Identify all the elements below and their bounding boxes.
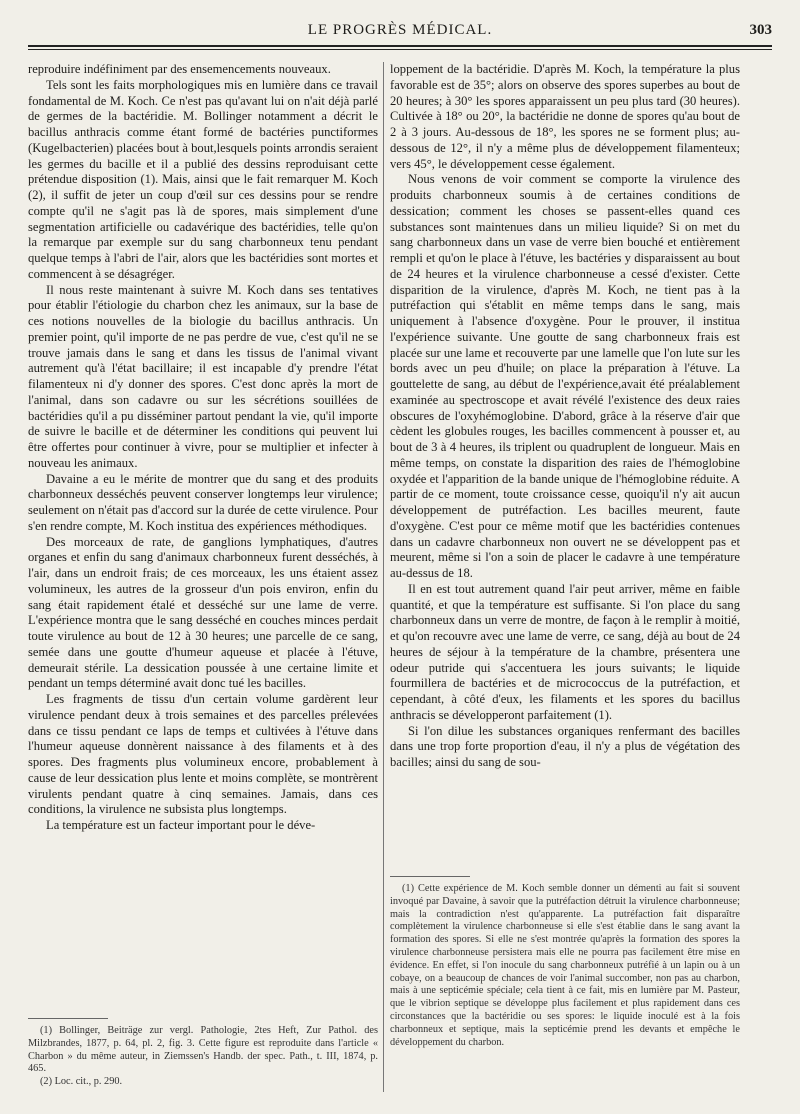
- footnotes-right: [390, 876, 740, 1049]
- paragraph: Les fragments de tissu d'un certain volume gardèrent leur virulence pendant deux à trois semaines et des parcelles prélevées dans ce tissu pendant ce laps de temps et cultivées à l'étuve dans l'humeur aqueuse donnèrent naissance à des filaments et à des spores. Des fragments plus volumineux encore, probablement à cause de leur dessication plus lente et moins complète, se montrèrent virulents pendant quatre à cinq semaines. Jamais, dans ces conditions, la virulence ne subsista plus longtemps.: [28, 692, 378, 817]
- header-rule-thin: [28, 49, 772, 50]
- paragraph: Tels sont les faits morphologiques mis en lumière dans ce travail fondamental de M. Koch. Ce n'est pas qu'avant lui on n'ait déjà parlé de germes de la bactéridie. M. Bollinger notamment a décrit le bacillus anthracis comme étant formé de bactéries punctiformes (Kugelbacterien) placées bout à bout,lesquels points arrondis seraient les germes du bacille et il a publié des dessins reproduisant cette prétendue disposition (1). Mais, ainsi que le fait remarquer M. Koch (2), il suffit de jeter un coup d'œil sur ces dessins pour se rendre compte qu'il ne s'agit pas là de spores, mais simplement d'une segmentation artificielle ou cadavérique des bactéridies, telle qu'on la remarque par exemple sur du sang charbonneux tenu pendant quelque temps à l'abri de l'air, alors que les bactéridies sont mortes et commencent à se désagréger.: [28, 77, 378, 281]
- page-header: [28, 22, 772, 44]
- footnote: (1) Cette expérience de M. Koch semble donner un démenti au fait si souvent invoqué par Davaine, à savoir que la putréfaction détruit la virulence charbonneuse; mais la contradiction n'est qu'apparente. La putréfaction fait disparaître complètement la virulence charbonneuse si elle s'est établie dans le sang avant la formation des spores. Si elle ne s'est montrée qu'après la formation des spores la virulence charbonneuse persistera mais elle ne pourra pas facilement être mise en évidence. En effet, si l'on inocule du sang charbonneux putréfié à un lapin ou à un cobaye, on a beaucoup de chances de voir l'animal succomber, non pas au charbon, mais à une septicémie spéciale; cela tient à ce fait, mis en lumière par M. Pasteur, que le vibrion septique se développe plus facilement et plus rapidement dans ces circonstances que la bactéridie ou ses spores: le liquide inoculé est à la fois charbonneux et septique, mais la septicémie prend les devants et empêche le développement du charbon.: [390, 883, 740, 1048]
- page-number: 303: [749, 22, 772, 38]
- left-column: [28, 62, 378, 834]
- paragraph: Des morceaux de rate, de ganglions lymphatiques, d'autres organes et enfin du sang d'animaux charbonneux furent desséchés, à l'air, dans un endroit frais; de ces morceaux, les uns étaient assez volumineux, les autres de la grosseur d'un pois environ, enfin du sang était rapidement étalé et desséché sur une lame de verre. L'expérience montra que le sang desséché en couches minces perdait toute virulence au bout de 12 à 30 heures; une parcelle de ce sang, semée dans une goutte d'humeur aqueuse et placée à l'étuve, demeurait stérile. La dessication poussée à une certaine limite et pendant un temps déterminé avait donc tué les bacilles.: [28, 534, 378, 691]
- paragraph: reproduire indéfiniment par des ensemencements nouveaux.: [28, 62, 331, 76]
- footnote-rule: [390, 876, 470, 877]
- paragraph: La température est un facteur important pour le déve-: [46, 818, 316, 832]
- footnote: (2) Loc. cit., p. 290.: [40, 1076, 123, 1088]
- paragraph: Il en est tout autrement quand l'air peut arriver, même en faible quantité, et que la température est suffisante. Si l'on place du sang charbonneux dans un verre de montre, de façon à le remplir à moitié, et qu'on recouvre avec une lame de verre, ce sang, déjà au bout de 24 heures de séjour à la température de la chambre, présentera une odeur putride qui s'accentuera les jours suivants; le liquide fourmillera de bactéries et de micrococcus de la putréfaction, et cependant, à côté d'eux, les filaments et les spores du bacillus anthracis se développeront parfaitement (1).: [390, 581, 740, 722]
- footnote: (1) Bollinger, Beiträge zur vergl. Pathologie, 2tes Heft, Zur Pathol. des Milzbrandes, 1877, p. 64, pl. 2, fig. 3. Cette figure est reproduite dans l'article « Charbon » du même auteur, in Ziemssen's Handb. der spec. Path., t. III, 1874, p. 465.: [28, 1025, 378, 1075]
- paragraph: Nous venons de voir comment se comporte la virulence des produits charbonneux soumis à de certaines conditions de dessication; comment les choses se passent-elles quand ces substances sont maintenues dans un milieu liquide? Si on met du sang charbonneux dans un vase de verre bien bouché et entièrement rempli et qu'on le place à l'étuve, les bactéries y disparaissent au bout de 24 heures et la virulence charbonneuse a cessé d'exister. Cette disparition de la virulence, d'après M. Koch, ne tient pas à la putréfaction qui s'établit en même temps dans le sang, mais uniquement à l'absence d'oxygène. Pour le prouver, il institua l'expérience suivante. Une goutte de sang charbonneux frais est placée sur une lame et recouverte par une lamelle que l'on lute sur les bords avec un peu d'huile; on place la préparation à l'étuve. La gouttelette de sang, au début de l'expérience,avait été préalablement examinée au spectroscope et avait révélé l'existence des deux raies obscures de l'oxyhémoglobine. D'abord, grâce à la réserve d'air que cèdent les globules rouges, les bacilles commencent à pousser et, au bout de 3 à 4 heures, ils triplent ou quadruplent de longueur. Mais en même temps, on constate la disparition des raies de l'hémoglobine oxydée et l'apparition de la bande unique de l'hémoglobine réduite. A partir de ce moment, toute croissance cesse, quoiqu'il n'y ait aucun développement de putréfaction. Les bacilles meurent, faute d'oxygène. C'est pour ce même motif que les bactéridies contenues dans un cadavre charbonneux non ouvert ne se développent pas et meurent, même si l'on a soin de placer le cadavre à une température au-dessus de 18.: [390, 172, 740, 580]
- column-divider: [383, 62, 384, 1092]
- journal-title: LE PROGRÈS MÉDICAL.: [307, 22, 493, 38]
- paragraph: Il nous reste maintenant à suivre M. Koch dans ses tentatives pour établir l'étiologie du charbon chez les animaux, sur la base de ces notions nouvelles de la biologie du bacillus anthracis. Un premier point, qu'il importe de ne pas perdre de vue, c'est qu'il ne se trouve jamais dans le sang et dans les tissus de l'animal vivant autrement qu'à l'état bacillaire; il est incapable d'y prendre l'état filamenteux ni d'y donner des spores. C'est donc après la mort de l'animal, dans son cadavre ou sur les sécrétions souillées de bactéridies qu'il a pu disséminer partout pendant la vie, qu'il importe de suivre le bacille et de déterminer les conditions qui peuvent lui être offertes pour continuer à vivre, pour se multiplier et infecter à nouveau les animaux.: [28, 282, 378, 470]
- right-column: [390, 62, 740, 771]
- paragraph: Davaine a eu le mérite de montrer que du sang et des produits charbonneux desséchés peuvent conserver longtemps leur virulence; seulement on n'était pas d'accord sur la durée de cette virulence. Pour s'en rendre compte, M. Koch institua des expériences méthodiques.: [28, 471, 378, 533]
- footnote-rule: [28, 1018, 108, 1019]
- paragraph: loppement de la bactéridie. D'après M. Koch, la température la plus favorable est de 35°; alors on observe des spores superbes au bout de 20 heures; à 30° les spores apparaissent un peu plus tard (30 heures). Cultivée à 18° ou 20°, la bactéridie ne donne de spores qu'au bout de 2 à 3 jours. Au-dessous de 18°, les spores ne se forment plus; au-dessous de 12°, il n'y a même plus de développement filamenteux; vers 45°, le développement cesse également.: [390, 62, 740, 171]
- header-rule-thick: [28, 45, 772, 47]
- paragraph: Si l'on dilue les substances organiques renfermant des bacilles dans une trop forte proportion d'eau, il n'y a plus de végétation des bacilles; ainsi du sang de sou-: [390, 723, 740, 769]
- footnotes-left: [28, 1018, 378, 1089]
